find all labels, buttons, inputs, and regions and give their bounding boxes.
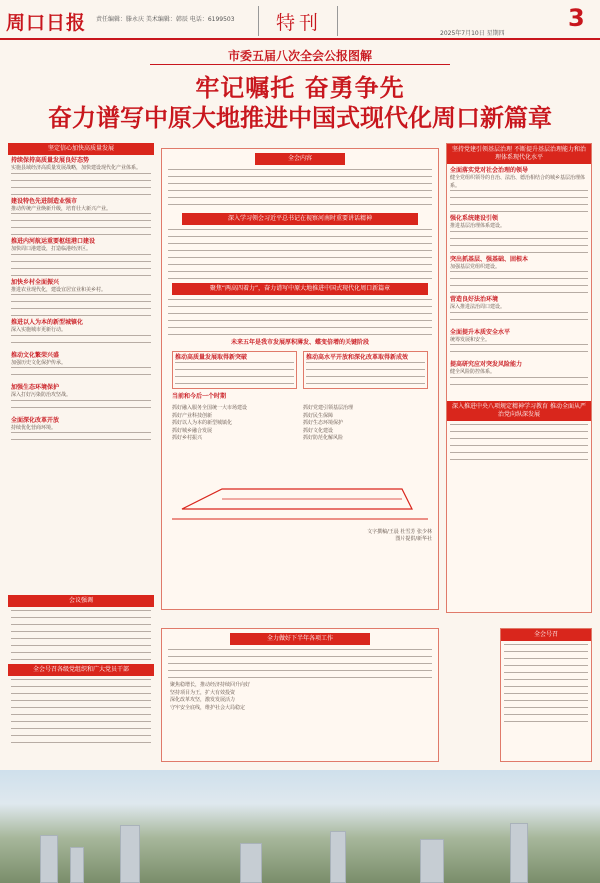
task-item: 抓好生态环境保护 — [303, 420, 344, 426]
center-list-title: 未来五年是我市发展厚积薄发、蝶变倍增的关键阶段 — [230, 339, 369, 346]
text-block — [11, 679, 151, 749]
center-main-bar: 全会内容 — [255, 153, 345, 165]
right-item — [450, 329, 588, 359]
masthead — [0, 0, 600, 40]
right-item-heading: 强化系统建设引领 — [450, 215, 499, 222]
left-item-heading: 建设特色先进制造业强市 — [11, 197, 78, 205]
building — [510, 823, 528, 883]
center-period-title: 当前和今后一个时期 — [172, 393, 227, 400]
task-list-right — [303, 405, 428, 443]
right-column — [446, 143, 592, 613]
task-item: 抓好以人为本的新型城镇化 — [172, 420, 233, 426]
text-block — [450, 231, 588, 253]
task-item: 抓好城乡融合发展 — [172, 427, 213, 434]
text-block — [168, 299, 432, 335]
text-block — [450, 344, 588, 358]
task-item: 抓好党建引领基层治理 — [303, 405, 354, 411]
headline-line-1: 牢记嘱托 奋勇争先 — [195, 73, 405, 102]
text-block — [450, 312, 588, 326]
right-bar-3: 全会号召 — [501, 629, 591, 641]
task-item: 抓好文化建设 — [303, 427, 334, 434]
task-item: 抓好民生保障 — [303, 412, 334, 419]
right-item-list — [447, 164, 591, 397]
text-block — [11, 294, 151, 316]
left-item — [11, 157, 151, 195]
center-bottom — [161, 628, 439, 762]
kicker-rule — [150, 64, 450, 65]
train-illustration — [162, 449, 438, 529]
task-item: 抓好产业科技创新 — [172, 412, 213, 419]
text-block — [11, 173, 151, 195]
left-bar-2: 会议强调 — [8, 595, 154, 607]
text-block — [450, 377, 588, 391]
right-item-text: 统筹发展和安全。 — [450, 336, 491, 343]
right-item-text: 健全党组织领导的自治、法治、德治相结合的城乡基层治理体系。 — [450, 175, 586, 189]
right-item-text: 推进基层治理体系建设。 — [450, 223, 506, 229]
text-block — [450, 271, 588, 293]
building — [420, 839, 444, 883]
text-block — [504, 644, 588, 724]
text-block — [168, 169, 432, 209]
right-item — [450, 167, 588, 212]
headline-line-2: 奋力谱写中原大地推进中国式现代化周口新篇章 — [48, 103, 552, 132]
left-item — [11, 319, 151, 349]
right-lower — [500, 628, 592, 762]
text-block — [168, 229, 432, 279]
left-item-heading: 持续保持高质量发展良好态势 — [11, 157, 90, 164]
center-bottom-bar: 全力做好下半年各项工作 — [230, 633, 370, 645]
bottom-item: 坚持项目为王，扩大有效投资 — [170, 689, 236, 696]
center-boxes — [172, 351, 428, 389]
task-item: 抓好融入服务全国统一大市场建设 — [172, 405, 248, 411]
left-item — [11, 417, 151, 447]
building — [120, 825, 140, 883]
left-item-heading: 推动文化繁荣兴盛 — [11, 351, 60, 359]
center-sec2-bar: 聚焦“两高四着力”，奋力谱写中原大地推进中国式现代化周口新篇章 — [172, 283, 428, 295]
left-item — [11, 279, 151, 317]
text-block — [11, 610, 151, 660]
left-item-heading: 加强生态环境保护 — [11, 384, 60, 391]
text-block — [450, 190, 588, 212]
illustration-caption: 文字撰稿/王晨 杜雪芳 张少林 图片提供/新华社 — [367, 528, 432, 542]
right-bar-1: 坚持党建引领基层治理 不断提升基层治理能力和治理体系现代化水平 — [447, 144, 591, 164]
left-item-text: 推动传统产业焕新升级，培育壮大新兴产业。 — [11, 205, 112, 212]
center-box-a — [172, 351, 297, 389]
building — [70, 847, 84, 883]
text-block — [168, 649, 432, 679]
right-bar-2: 深入推进中央八项规定精神学习教育 推动全面从严治党向纵深发展 — [447, 401, 591, 421]
task-item: 抓好乡村振兴 — [172, 435, 203, 441]
center-box-a-label: 推动高质量发展取得新突破 — [175, 354, 248, 361]
left-item-text: 深入实施城市更新行动。 — [11, 327, 67, 333]
text-block — [11, 213, 151, 235]
left-item-heading: 加快乡村全面振兴 — [11, 278, 60, 286]
right-item — [450, 256, 588, 294]
right-item-heading: 全面落实党对社会治理的领导 — [450, 167, 529, 174]
right-item-heading: 提高研究应对突发风险能力 — [450, 361, 523, 368]
building — [330, 831, 346, 883]
bottom-item: 深化改革攻坚，激发发展活力 — [170, 697, 236, 703]
left-item-text: 推进农业现代化，建设宜居宜业和美乡村。 — [11, 286, 107, 293]
section-box — [258, 6, 338, 36]
right-item-heading: 全面提升本质安全水平 — [450, 328, 511, 336]
section-label: 特刊 — [275, 12, 322, 34]
left-bar-1: 坚定信心加快高质量发展 — [8, 143, 154, 155]
right-item-heading: 突出抓基层、强基础、固根本 — [450, 255, 529, 263]
left-item-heading: 推进内河航运重要枢纽港口建设 — [11, 238, 96, 245]
bottom-item: 聚焦稳增长，推动经济持续回升向好 — [170, 682, 251, 688]
editor-meta: 责任编辑：滕永庆 美术编辑：韩辰 电话：6199503 — [96, 16, 235, 23]
page-number: 3 — [568, 4, 585, 32]
text-block — [306, 362, 425, 386]
right-item-text: 健全风险防控体系。 — [450, 369, 496, 375]
center-sec1-bar: 深入学习领会习近平总书记在视察河南时重要讲话精神 — [182, 213, 418, 225]
right-item-text: 深入推进法治周口建设。 — [450, 304, 506, 310]
text-block — [11, 400, 151, 414]
left-item — [11, 384, 151, 414]
left-column — [8, 143, 154, 613]
text-block — [11, 432, 151, 446]
left-item-text: 深入打好污染防治攻坚战。 — [11, 392, 72, 398]
text-block — [11, 367, 151, 381]
left-bar-3: 全会号召各级党组织和广大党员干部 — [8, 664, 154, 676]
left-item-text: 加强历史文化保护传承。 — [11, 359, 67, 366]
left-item-text: 实施县域经济高质量发展战略，加快建设现代化产业体系。 — [11, 165, 142, 171]
left-item-list — [8, 155, 154, 451]
city-photo — [0, 770, 600, 883]
right-item — [450, 215, 588, 253]
left-item-text: 加快周口港建设，打造临港经济区。 — [11, 246, 92, 252]
left-item-heading: 推进以人为本的新型城镇化 — [11, 319, 84, 326]
building — [40, 835, 58, 883]
task-list-left — [172, 405, 297, 443]
left-item — [11, 238, 151, 276]
building — [240, 843, 262, 883]
task-item: 抓好防范化解风险 — [303, 435, 344, 441]
kicker: 市委五届八次全会公报图解 — [227, 49, 372, 63]
text-block — [11, 335, 151, 349]
center-box-b-label: 推动高水平开放和深化改革取得新成效 — [306, 354, 409, 361]
text-block — [175, 362, 294, 386]
dateline: 2025年7月10日 星期四 — [440, 30, 505, 37]
center-box-b — [303, 351, 428, 389]
left-item — [11, 352, 151, 382]
left-item-heading: 全面深化改革开放 — [11, 416, 60, 424]
right-item — [450, 361, 588, 391]
text-block — [450, 424, 588, 464]
left-item — [11, 198, 151, 236]
center-box — [161, 148, 439, 610]
right-item — [450, 296, 588, 326]
center-task-lists — [172, 405, 428, 443]
right-item-heading: 营造良好法治环境 — [450, 296, 499, 303]
right-item-text: 加强基层党组织建设。 — [450, 263, 501, 270]
text-block — [11, 254, 151, 276]
bottom-item: 守牢安全底线，维护社会大局稳定 — [170, 704, 246, 711]
newspaper-logo: 周口日报 — [6, 12, 87, 34]
left-item-text: 持续优化营商环境。 — [11, 424, 57, 431]
